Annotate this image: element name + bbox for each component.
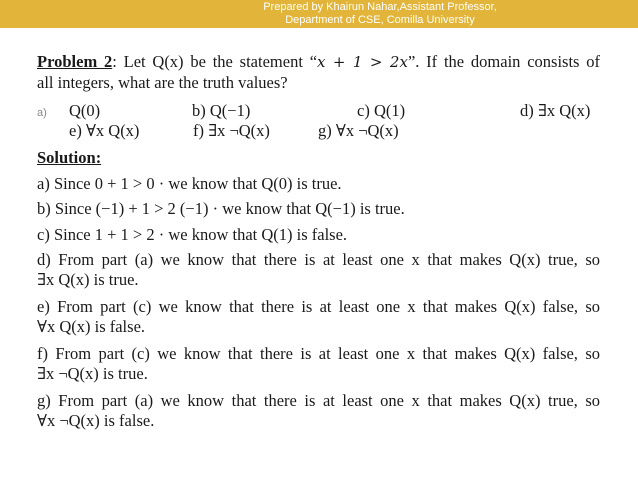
solution-title: Solution:: [37, 148, 102, 167]
item-c: c) Q(1): [357, 101, 406, 120]
solution-g-line-1: g) From part (a) we know that there is at least one x that makes Q(x) true, so: [37, 391, 600, 410]
solution-d-line-1: d) From part (a) we know that there is at least one x that makes Q(x) true, so: [37, 250, 600, 269]
solution-c: c) Since 1 + 1 > 2 · we know that Q(1) is false.: [37, 225, 348, 244]
problem-intro-a: : Let Q(x) be the statement “: [112, 52, 318, 71]
solution-d-line-2: ∃x Q(x) is true.: [37, 270, 139, 289]
item-d: d) ∃x Q(x): [520, 101, 591, 120]
solution-b: b) Since (−1) + 1 > 2 (−1) · we know that Q(−1) is true.: [37, 199, 405, 218]
item-f: f) ∃x ¬Q(x): [193, 121, 270, 140]
problem-intro-b: ”. If the domain consists of: [407, 52, 601, 71]
author-credit: [248, 1, 512, 27]
author-credit-line-2: Department of CSE, Comilla University: [285, 14, 475, 26]
item-e: e) ∀x Q(x): [69, 121, 140, 140]
item-a-label: a): [37, 107, 47, 119]
solution-f-line-1: f) From part (c) we know that there is at least one x that makes Q(x) false, so: [37, 344, 600, 363]
item-g: g) ∀x ¬Q(x): [318, 121, 399, 140]
problem-statement-math: x + 1 > 2x: [317, 53, 408, 71]
item-b: b) Q(−1): [192, 101, 251, 120]
solution-a: a) Since 0 + 1 > 0 · we know that Q(0) is true.: [37, 174, 342, 193]
item-a: Q(0): [69, 101, 101, 120]
author-credit-line-1: Prepared by Khairun Nahar,Assistant Professor,: [263, 1, 497, 13]
problem-title: Problem 2: [37, 52, 113, 71]
solution-g-line-2: ∀x ¬Q(x) is false.: [37, 411, 155, 430]
problem-line-1: [37, 52, 600, 72]
solution-e-line-1: e) From part (c) we know that there is at least one x that makes Q(x) false, so: [37, 297, 600, 316]
header-banner: [0, 0, 638, 28]
solution-e-line-2: ∀x Q(x) is false.: [37, 317, 146, 336]
problem-line-2: all integers, what are the truth values?: [37, 73, 288, 92]
solution-f-line-2: ∃x ¬Q(x) is true.: [37, 364, 148, 383]
